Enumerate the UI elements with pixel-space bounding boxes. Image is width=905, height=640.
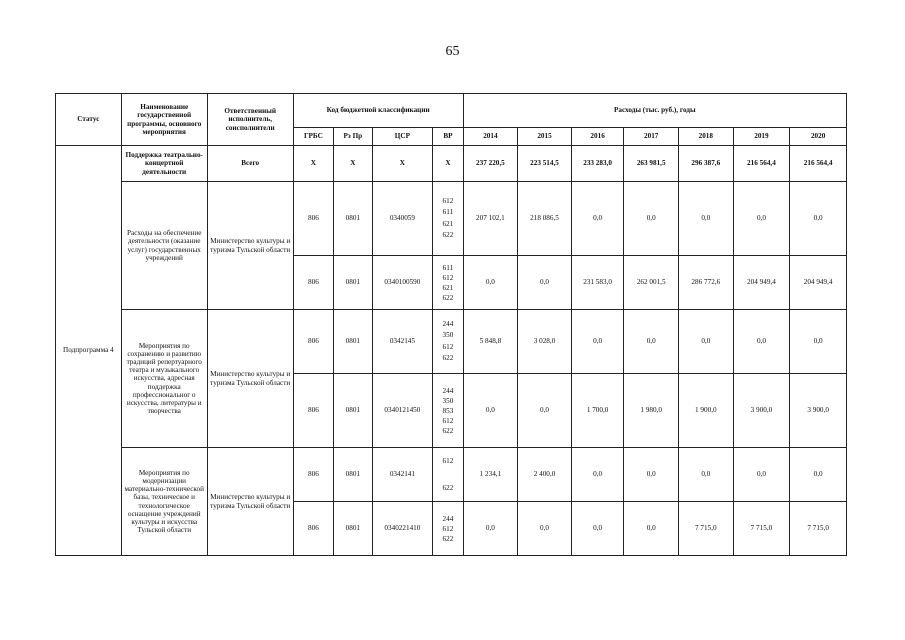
value-cell: 0,0 (624, 182, 679, 256)
vr-code: 612 (442, 457, 454, 466)
value-cell: 7 715,0 (679, 502, 734, 556)
value-cell: 0,0 (518, 374, 572, 448)
value-cell: 0,0 (518, 502, 572, 556)
header-expenses: Расходы (тыс. руб.), годы (463, 94, 846, 128)
budget-table (55, 93, 847, 556)
value-cell: 286 772,6 (679, 256, 734, 310)
grbs-cell: 806 (293, 182, 333, 256)
group-3-executor: Министерство культуры и туризма Тульской области (207, 448, 293, 556)
value-cell: 218 086,5 (518, 182, 572, 256)
grbs-cell: 806 (293, 502, 333, 556)
rzpr-cell: 0801 (334, 256, 372, 310)
vr-code: 612 (442, 524, 454, 533)
vr-code: 244 (442, 386, 454, 395)
total-executor: Всего (207, 146, 293, 182)
vr-cell (433, 502, 463, 556)
table-row (56, 310, 847, 374)
value-cell: 0,0 (624, 502, 679, 556)
header-year: 2019 (733, 128, 790, 146)
csr-cell: 0340121450 (372, 374, 433, 448)
value-cell: 0,0 (790, 310, 847, 374)
header-year: 2020 (790, 128, 847, 146)
vr-code: 622 (442, 426, 454, 435)
csr-cell: 0340100590 (372, 256, 433, 310)
value-cell: 0,0 (571, 310, 624, 374)
total-value: 216 564,4 (733, 146, 790, 182)
value-cell: 5 848,8 (463, 310, 518, 374)
header-year: 2017 (624, 128, 679, 146)
header-year: 2018 (679, 128, 734, 146)
value-cell: 7 715,0 (790, 502, 847, 556)
vr-code: 853 (442, 406, 454, 415)
vr-cell (433, 256, 463, 310)
value-cell: 207 102,1 (463, 182, 518, 256)
header-csr: ЦСР (372, 128, 433, 146)
vr-code: 611 (442, 263, 454, 272)
vr-code: 621 (442, 283, 454, 292)
value-cell: 3 900,0 (790, 374, 847, 448)
vr-code: 621 (442, 219, 454, 228)
vr-code: 244 (442, 319, 454, 328)
value-cell: 0,0 (733, 182, 790, 256)
value-cell: 0,0 (463, 502, 518, 556)
value-cell: 231 583,0 (571, 256, 624, 310)
value-cell: 0,0 (463, 256, 518, 310)
group-2-executor: Министерство культуры и туризма Тульской области (207, 310, 293, 448)
value-cell: 3 028,0 (518, 310, 572, 374)
header-name: Наименование государственной программы, основного мероприятия (121, 94, 207, 146)
value-cell: 0,0 (733, 310, 790, 374)
vr-code: 611 (442, 208, 454, 216)
total-value: 233 283,0 (571, 146, 624, 182)
total-csr: Х (372, 146, 433, 182)
vr-code: 350 (442, 396, 454, 405)
vr-code: 622 (442, 354, 454, 362)
header-executor: Ответственный исполнитель, соисполнители (207, 94, 293, 146)
group-1-executor: Министерство культуры и туризма Тульской области (207, 182, 293, 310)
csr-cell: 0340221410 (372, 502, 433, 556)
value-cell: 0,0 (624, 448, 679, 502)
rzpr-cell: 0801 (334, 374, 372, 448)
total-value: 223 514,5 (518, 146, 572, 182)
value-cell: 0,0 (679, 182, 734, 256)
vr-code: 622 (442, 293, 454, 302)
value-cell: 0,0 (790, 182, 847, 256)
vr-cell (433, 374, 463, 448)
header-year: 2015 (518, 128, 572, 146)
value-cell: 262 001,5 (624, 256, 679, 310)
value-cell: 0,0 (571, 182, 624, 256)
csr-cell: 0340059 (372, 182, 433, 256)
header-vr: ВР (433, 128, 463, 146)
value-cell: 0,0 (624, 310, 679, 374)
total-rzpr: Х (334, 146, 372, 182)
header-budget-code: Код бюджетной классификации (293, 94, 463, 128)
total-name: Поддержка театрально-концертной деятельности (121, 146, 207, 182)
vr-code: 612 (442, 416, 454, 425)
value-cell: 0,0 (518, 256, 572, 310)
total-value: 237 220,5 (463, 146, 518, 182)
value-cell: 204 949,4 (733, 256, 790, 310)
vr-code: 244 (442, 514, 454, 523)
value-cell: 1 900,0 (679, 374, 734, 448)
value-cell: 3 900,0 (733, 374, 790, 448)
vr-code: 612 (442, 196, 454, 205)
header-year: 2014 (463, 128, 518, 146)
vr-cell (433, 310, 463, 374)
value-cell: 0,0 (463, 374, 518, 448)
value-cell: 1 980,0 (624, 374, 679, 448)
total-value: 296 387,6 (679, 146, 734, 182)
value-cell: 0,0 (571, 502, 624, 556)
header-year: 2016 (571, 128, 624, 146)
rzpr-cell: 0801 (334, 310, 372, 374)
value-cell: 0,0 (679, 448, 734, 502)
vr-cell (433, 182, 463, 256)
value-cell: 204 949,4 (790, 256, 847, 310)
total-row (56, 146, 847, 182)
vr-code: 622 (442, 483, 454, 492)
total-vr: Х (433, 146, 463, 182)
vr-cell (433, 448, 463, 502)
value-cell: 0,0 (790, 448, 847, 502)
grbs-cell: 806 (293, 256, 333, 310)
vr-code: 612 (442, 273, 454, 282)
table-row (56, 182, 847, 256)
rzpr-cell: 0801 (334, 448, 372, 502)
rzpr-cell: 0801 (334, 182, 372, 256)
total-value: 216 564,4 (790, 146, 847, 182)
header-row-1 (56, 94, 847, 128)
table-row (56, 448, 847, 502)
total-value: 263 981,5 (624, 146, 679, 182)
header-status: Статус (56, 94, 122, 146)
page-number: 65 (445, 44, 460, 59)
value-cell: 0,0 (679, 310, 734, 374)
header-rzpr: Рз Пр (334, 128, 372, 146)
value-cell: 7 715,0 (733, 502, 790, 556)
csr-cell: 0342141 (372, 448, 433, 502)
status-cell: Подпрограмма 4 (56, 146, 122, 556)
grbs-cell: 806 (293, 374, 333, 448)
value-cell: 1 234,1 (463, 448, 518, 502)
vr-code: 612 (442, 342, 454, 351)
total-grbs: Х (293, 146, 333, 182)
value-cell: 2 400,0 (518, 448, 572, 502)
grbs-cell: 806 (293, 310, 333, 374)
vr-code: 622 (442, 534, 454, 543)
csr-cell: 0342145 (372, 310, 433, 374)
rzpr-cell: 0801 (334, 502, 372, 556)
grbs-cell: 806 (293, 448, 333, 502)
value-cell: 0,0 (733, 448, 790, 502)
group-3-name: Мероприятия по модернизации материально-технической базы, техническое и технологическое оснащение учреждений культуры и искусства Тульской области (121, 448, 207, 556)
group-2-name: Мероприятия по сохранению и развитию традиций репертуарного театра и музыкального искусства, адресная поддержка профессиональног о искусства, литературы и творчества (121, 310, 207, 448)
value-cell: 0,0 (571, 448, 624, 502)
value-cell: 1 700,0 (571, 374, 624, 448)
group-1-name: Расходы на обеспечение деятельности (оказание услуг) государственных учреждений (121, 182, 207, 310)
vr-code: 622 (442, 231, 454, 239)
header-grbs: ГРБС (293, 128, 333, 146)
vr-code: 350 (442, 331, 454, 339)
